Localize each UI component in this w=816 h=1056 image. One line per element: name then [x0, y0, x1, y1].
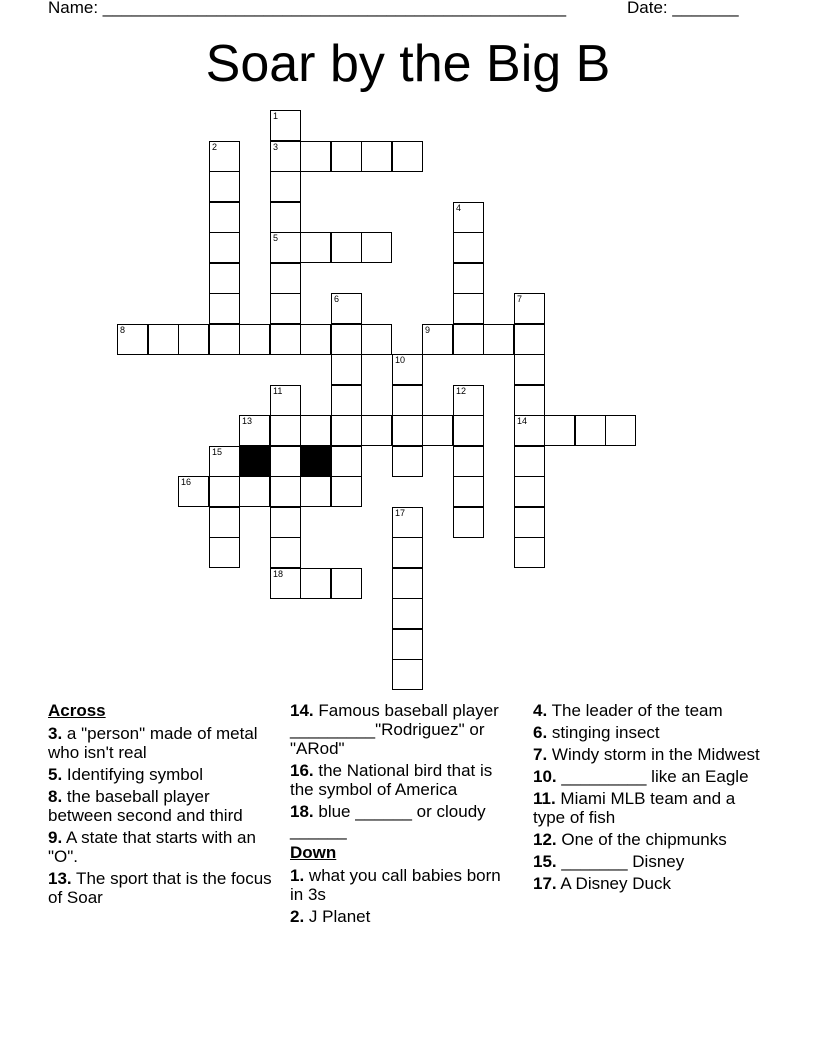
- crossword-cell[interactable]: [300, 232, 331, 263]
- clues-column-2: [290, 701, 518, 929]
- crossword-cell[interactable]: [270, 476, 301, 507]
- clue-number: 11: [273, 386, 283, 396]
- crossword-cell[interactable]: [514, 507, 545, 538]
- crossword-cell[interactable]: [483, 324, 514, 355]
- crossword-cell[interactable]: [392, 659, 423, 690]
- down-clue: 10. _________ like an Eagle: [533, 767, 749, 786]
- crossword-cell[interactable]: [331, 476, 362, 507]
- clue-number: 10: [395, 355, 406, 365]
- crossword-cell[interactable]: [270, 568, 301, 599]
- crossword-cell[interactable]: [239, 415, 270, 446]
- across-clue: 13. The sport that is the focus of Soar: [48, 869, 272, 907]
- clue-number: 1: [273, 111, 279, 121]
- crossword-cell[interactable]: [392, 629, 423, 660]
- across-clue: 5. Identifying symbol: [48, 765, 203, 784]
- crossword-cell[interactable]: [209, 263, 240, 294]
- crossword-cell[interactable]: [239, 476, 270, 507]
- crossword-cell[interactable]: [270, 110, 301, 141]
- crossword-cell[interactable]: [209, 324, 240, 355]
- clue-number: 7: [517, 294, 523, 304]
- crossword-cell[interactable]: [209, 202, 240, 233]
- crossword-cell[interactable]: [392, 415, 423, 446]
- crossword-cell[interactable]: [209, 446, 240, 477]
- crossword-cell[interactable]: [605, 415, 636, 446]
- clue-number: 2: [212, 142, 218, 152]
- crossword-cell[interactable]: [392, 385, 423, 416]
- crossword-cell[interactable]: [514, 446, 545, 477]
- down-heading: Down: [290, 843, 337, 862]
- down-clue: 1. what you call babies born in 3s: [290, 866, 501, 904]
- crossword-cell[interactable]: [178, 324, 209, 355]
- clue-number: 4: [456, 203, 462, 213]
- puzzle-title: Soar by the Big B: [205, 35, 611, 93]
- crossword-cell[interactable]: [392, 537, 423, 568]
- crossword-cell[interactable]: [453, 415, 484, 446]
- crossword-cell[interactable]: [209, 171, 240, 202]
- crossword-cell[interactable]: [270, 293, 301, 324]
- name-field-label: Name: _________________________________________________: [48, 0, 567, 17]
- across-clue: 18. blue ______ or cloudy ______: [290, 802, 486, 840]
- crossword-cell[interactable]: [392, 598, 423, 629]
- crossword-cell[interactable]: [331, 324, 362, 355]
- across-clue: 8. the baseball player between second and third: [48, 787, 243, 825]
- crossword-cell[interactable]: [270, 141, 301, 172]
- down-clue: 12. One of the chipmunks: [533, 830, 727, 849]
- crossword-cell[interactable]: [331, 232, 362, 263]
- clues-column-3: [533, 701, 765, 896]
- crossword-cell[interactable]: [453, 507, 484, 538]
- crossword-cell[interactable]: [300, 324, 331, 355]
- crossword-cell[interactable]: [209, 293, 240, 324]
- crossword-cell[interactable]: [148, 324, 179, 355]
- clue-number: 5: [273, 233, 279, 243]
- down-clue: 7. Windy storm in the Midwest: [533, 745, 760, 764]
- across-heading: Across: [48, 701, 106, 720]
- crossword-cell[interactable]: [361, 141, 392, 172]
- crossword-cell[interactable]: [514, 476, 545, 507]
- clue-number: 13: [242, 416, 253, 426]
- crossword-cell[interactable]: [270, 324, 301, 355]
- crossword-cell[interactable]: [514, 354, 545, 385]
- crossword-cell[interactable]: [392, 568, 423, 599]
- crossword-cell[interactable]: [270, 202, 301, 233]
- down-clue: 11. Miami MLB team and a type of fish: [533, 789, 736, 827]
- crossword-cell[interactable]: [331, 415, 362, 446]
- down-clue: 2. J Planet: [290, 907, 371, 926]
- across-clue: 9. A state that starts with an "O".: [48, 828, 256, 866]
- crossword-cell[interactable]: [300, 568, 331, 599]
- crossword-cell[interactable]: [300, 141, 331, 172]
- crossword-cell[interactable]: [117, 324, 148, 355]
- crossword-cell[interactable]: [209, 537, 240, 568]
- across-clue: 3. a "person" made of metal who isn't real: [48, 724, 258, 762]
- crossword-cell[interactable]: [361, 415, 392, 446]
- crossword-cell[interactable]: [392, 354, 423, 385]
- down-clue: 4. The leader of the team: [533, 701, 723, 720]
- crossword-cell[interactable]: [178, 476, 209, 507]
- crossword-cell[interactable]: [453, 263, 484, 294]
- crossword-cell[interactable]: [331, 385, 362, 416]
- crossword-cell[interactable]: [453, 202, 484, 233]
- crossword-cell[interactable]: [270, 171, 301, 202]
- clue-number: 17: [395, 508, 406, 518]
- crossword-cell[interactable]: [514, 537, 545, 568]
- crossword-cell[interactable]: [209, 476, 240, 507]
- crossword-cell[interactable]: [331, 293, 362, 324]
- crossword-cell[interactable]: [270, 385, 301, 416]
- crossword-cell[interactable]: [209, 232, 240, 263]
- crossword-cell[interactable]: [514, 415, 545, 446]
- crossword-cell[interactable]: [514, 324, 545, 355]
- crossword-cell[interactable]: [300, 415, 331, 446]
- crossword-cell[interactable]: [392, 446, 423, 477]
- crossword-cell[interactable]: [270, 263, 301, 294]
- across-clue: 16. the National bird that is the symbol of America: [290, 761, 493, 799]
- down-clue: 17. A Disney Duck: [533, 874, 671, 893]
- clue-number: 14: [517, 416, 528, 426]
- clue-number: 6: [334, 294, 340, 304]
- down-clue: 6. stinging insect: [533, 723, 660, 742]
- across-clue: 14. Famous baseball player _________"Rodriguez" or "ARod": [290, 701, 499, 758]
- crossword-cell[interactable]: [270, 446, 301, 477]
- clue-number: 15: [212, 447, 223, 457]
- crossword-cell[interactable]: [361, 324, 392, 355]
- crossword-cell[interactable]: [514, 385, 545, 416]
- crossword-cell[interactable]: [331, 141, 362, 172]
- crossword-cell[interactable]: [331, 446, 362, 477]
- crossword-cell[interactable]: [361, 232, 392, 263]
- crossword-cell[interactable]: [239, 324, 270, 355]
- crossword-cell[interactable]: [270, 537, 301, 568]
- crossword-cell[interactable]: [331, 354, 362, 385]
- crossword-cell[interactable]: [422, 415, 453, 446]
- crossword-cell[interactable]: [270, 507, 301, 538]
- crossword-cell[interactable]: [392, 141, 423, 172]
- crossword-cell[interactable]: [453, 324, 484, 355]
- clues-column-1: [48, 701, 276, 910]
- down-clue: 15. _______ Disney: [533, 852, 685, 871]
- clue-number: 12: [456, 386, 467, 396]
- crossword-cell[interactable]: [575, 415, 606, 446]
- clue-number: 8: [120, 325, 126, 335]
- crossword-block: [300, 446, 331, 477]
- clue-number: 16: [181, 477, 192, 487]
- crossword-block: [239, 446, 270, 477]
- crossword-cell[interactable]: [544, 415, 575, 446]
- clue-number: 18: [273, 569, 284, 579]
- crossword-cell[interactable]: [331, 568, 362, 599]
- crossword-cell[interactable]: [453, 385, 484, 416]
- clue-number: 9: [425, 325, 431, 335]
- clue-number: 3: [273, 142, 279, 152]
- crossword-cell[interactable]: [453, 232, 484, 263]
- crossword-cell[interactable]: [422, 324, 453, 355]
- crossword-cell[interactable]: [392, 507, 423, 538]
- crossword-cell[interactable]: [453, 446, 484, 477]
- crossword-cell[interactable]: [270, 415, 301, 446]
- crossword-cell[interactable]: [453, 476, 484, 507]
- crossword-cell[interactable]: [209, 141, 240, 172]
- crossword-cell[interactable]: [270, 232, 301, 263]
- date-field-label: Date: _______: [627, 0, 739, 17]
- crossword-cell[interactable]: [453, 293, 484, 324]
- crossword-cell[interactable]: [514, 293, 545, 324]
- crossword-cell[interactable]: [300, 476, 331, 507]
- crossword-cell[interactable]: [209, 507, 240, 538]
